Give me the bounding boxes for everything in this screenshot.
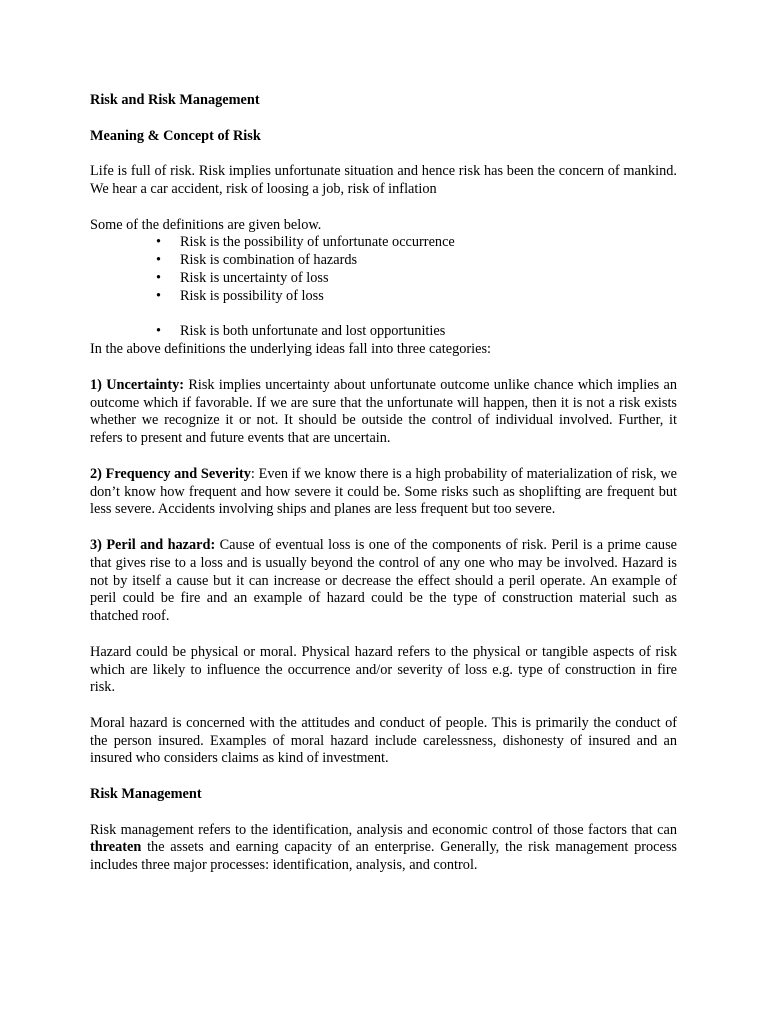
definition-text: Risk is combination of hazards [180, 252, 358, 269]
bullet-icon: • [156, 252, 162, 269]
risk-management-paragraph [90, 822, 677, 875]
emphasis-text: threaten [90, 839, 142, 856]
category-label: 1) Uncertainty: [90, 376, 185, 393]
list-item [156, 270, 677, 288]
paragraph-text: Risk management refers to the identification, analysis and economic control of those factors that can [90, 821, 677, 838]
definition-text: Risk is both unfortunate and lost opportunities [180, 323, 446, 340]
bullet-icon: • [156, 287, 162, 304]
categories-intro: In the above definitions the underlying ideas fall into three categories: [90, 341, 491, 358]
section-heading-risk-management: Risk Management [90, 786, 202, 803]
definitions-list-extra [90, 323, 677, 341]
category-label: 3) Peril and hazard: [90, 536, 216, 553]
definitions-intro: Some of the definitions are given below. [90, 216, 322, 233]
section-heading-meaning: Meaning & Concept of Risk [90, 127, 261, 144]
category-text: Cause of eventual loss is one of the components of risk. Peril is a prime cause that gives rise to a loss and is usually beyond the control of any one who may be involved. Hazard is not by itself a cause but it can increase or decrease the effect should a peril operate. An example of peril could be fire and an example of hazard could be the type of construction material such as thatched roof. [90, 536, 677, 625]
list-item [156, 234, 677, 252]
document-body [90, 92, 677, 875]
definitions-list [90, 234, 677, 305]
intro-paragraph: Life is full of risk. Risk implies unfortunate situation and hence risk has been the concern of mankind. We hear a car accident, risk of loosing a job, risk of inflation [90, 163, 677, 197]
definition-text: Risk is possibility of loss [180, 287, 324, 304]
category-peril-hazard [90, 537, 677, 626]
definition-text: Risk is uncertainty of loss [180, 269, 329, 286]
bullet-icon: • [156, 323, 162, 340]
document-title: Risk and Risk Management [90, 92, 260, 108]
category-text: Risk implies uncertainty about unfortunate outcome unlike chance which implies an outcome which if favorable. If we are sure that the unfortunate will happen, then it is not a risk exists whether we recognize it or not. It should be outside the control of individual involved. Further, it refers to present and future events that are uncertain. [90, 376, 677, 447]
bullet-icon: • [156, 269, 162, 286]
list-item [156, 288, 677, 306]
hazard-paragraph: Hazard could be physical or moral. Physical hazard refers to the physical or tangible aspects of risk which are likely to influence the occurrence and/or severity of loss e.g. type of construction in fire risk. [90, 643, 677, 696]
list-item [156, 323, 677, 341]
category-frequency-severity [90, 466, 677, 519]
spacer [90, 306, 677, 324]
list-item [156, 252, 677, 270]
definition-text: Risk is the possibility of unfortunate occurrence [180, 234, 455, 251]
category-text: : Even if we know there is a high probability of materialization of risk, we don’t know how frequent and how severe it could be. Some risks such as shoplifting are frequent but less severe. Accidents involving ships and planes are less frequent but too severe. [90, 465, 677, 518]
category-label: 2) Frequency and Severity [90, 465, 251, 482]
bullet-icon: • [156, 234, 162, 251]
category-uncertainty [90, 377, 677, 448]
moral-hazard-paragraph: Moral hazard is concerned with the attitudes and conduct of people. This is primarily the conduct of the person insured. Examples of moral hazard include carelessness, dishonesty of insured and an insured who considers claims as kind of investment. [90, 714, 677, 767]
paragraph-text: the assets and earning capacity of an enterprise. Generally, the risk management process includes three major processes: identification, analysis, and control. [90, 839, 677, 874]
